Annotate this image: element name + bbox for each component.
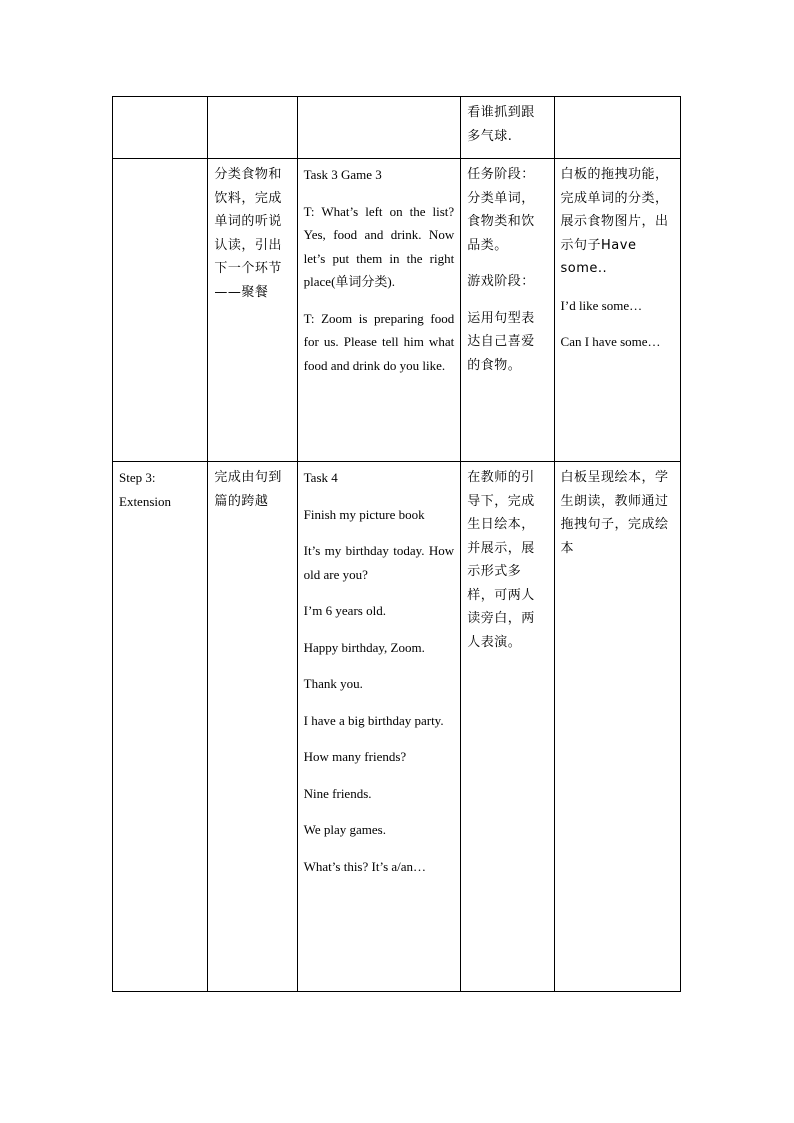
intent-text: 任务阶段：分类单词，食物类和饮品类。 bbox=[467, 167, 535, 253]
lesson-plan-table bbox=[112, 96, 681, 992]
activity-line: I have a big birthday party. bbox=[303, 712, 444, 728]
activity-line: It’s my birthday today. How old are you? bbox=[303, 543, 455, 582]
objective-cell bbox=[208, 97, 297, 159]
media-text: 白板的拖拽功能，完成单词的分类，展示食物图片，出示句子Have some.. bbox=[560, 167, 669, 276]
activity-line: Nine friends. bbox=[303, 785, 372, 801]
objective-cell bbox=[208, 462, 297, 992]
intent-text: 游戏阶段： bbox=[467, 274, 535, 289]
activity-line: T: What’s left on the list? Yes, food and drink. Now let’s put them in the right place(单词分类). bbox=[303, 203, 455, 289]
activity-line: Thank you. bbox=[303, 676, 363, 691]
media-text: 白板呈现绘本，学生朗读，教师通过拖拽句子，完成绘本 bbox=[560, 470, 669, 556]
activity-line: How many friends? bbox=[303, 749, 407, 764]
media-text: I’d like some… bbox=[560, 297, 643, 313]
activity-line: Finish my picture book bbox=[303, 506, 425, 522]
activity-line: T: Zoom is preparing food for us. Please tell him what food and drink do you like. bbox=[303, 310, 455, 373]
activity-line: Task 4 bbox=[303, 470, 338, 485]
step-cell: Step 3: Extension bbox=[113, 462, 208, 992]
intent-cell bbox=[461, 159, 554, 462]
intent-text: 看谁抓到跟多气球. bbox=[467, 105, 535, 144]
media-cell bbox=[554, 159, 680, 462]
activity-line: We play games. bbox=[303, 822, 386, 837]
step-cell bbox=[113, 159, 208, 462]
activity-line: I’m 6 years old. bbox=[303, 603, 386, 618]
media-cell bbox=[554, 97, 680, 159]
intent-text: 在教师的引导下，完成生日绘本，并展示，展示形式多样，可两人读旁白，两人表演。 bbox=[467, 470, 535, 650]
media-text: Can I have some… bbox=[560, 334, 661, 349]
activity-line: What’s this? It’s a/an… bbox=[303, 858, 427, 874]
intent-cell bbox=[461, 462, 554, 992]
objective-text: 分类食物和饮料，完成单词的听说认读，引出下一个环节——聚餐 bbox=[214, 167, 282, 300]
activity-cell bbox=[297, 97, 461, 159]
objective-cell bbox=[208, 159, 297, 462]
activity-line: Task 3 Game 3 bbox=[303, 167, 382, 182]
media-cell bbox=[554, 462, 680, 992]
activity-line: Happy birthday, Zoom. bbox=[303, 639, 425, 655]
objective-text: 完成由句到篇的跨越 bbox=[214, 470, 282, 509]
table-row bbox=[113, 462, 681, 992]
table-row bbox=[113, 159, 681, 462]
step-cell bbox=[113, 97, 208, 159]
table-row bbox=[113, 97, 681, 159]
intent-cell bbox=[461, 97, 554, 159]
intent-text: 运用句型表达自己喜爱的食物。 bbox=[467, 310, 535, 373]
activity-cell bbox=[297, 462, 461, 992]
activity-cell bbox=[297, 159, 461, 462]
